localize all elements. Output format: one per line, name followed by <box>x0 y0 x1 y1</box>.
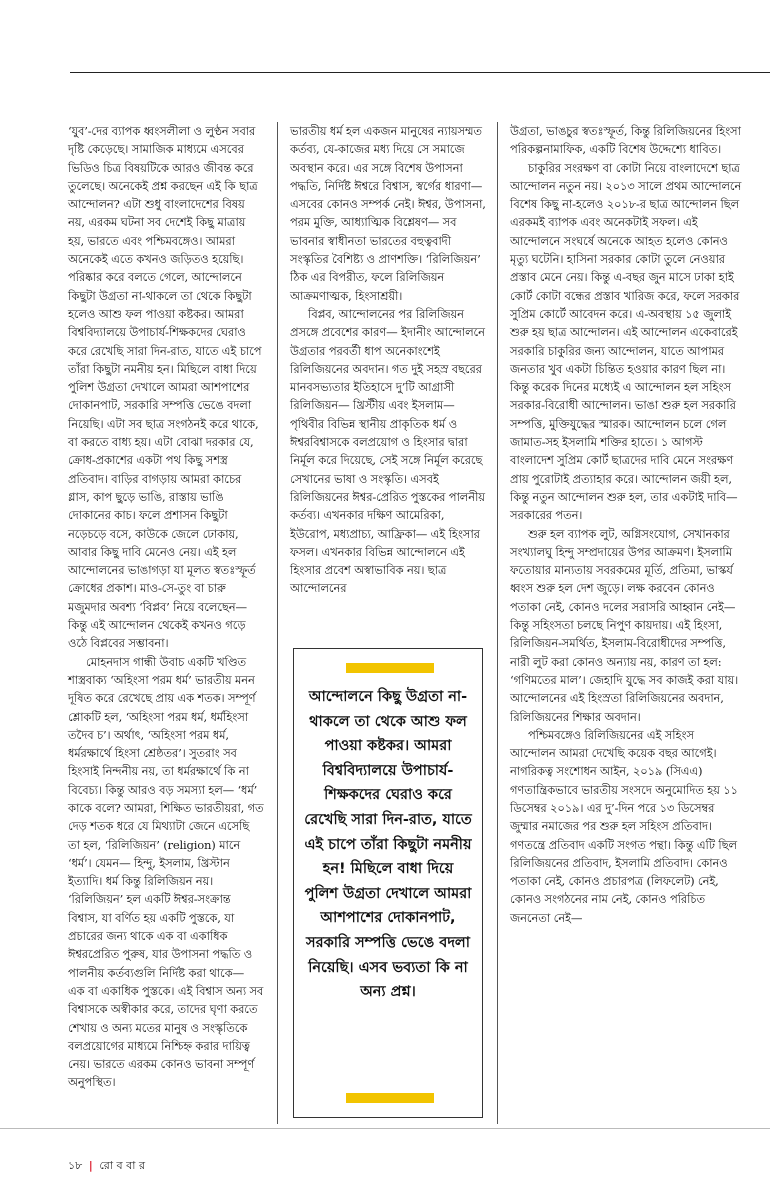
page-number: ১৮ <box>68 1159 83 1172</box>
column-divider <box>497 122 498 1124</box>
footer-separator: | <box>88 1159 93 1172</box>
paragraph: বিপ্লব, আন্দোলনের পর রিলিজিয়ন প্রসঙ্গে প্রবেশের কারণ— ইদানীং আন্দোলনে উগ্রতার পরবর্তী ধাপ অনেকাংশেই রিলিজিয়নের অবদান। গত দুই সহস্র বছরের মানবসভ্যতার ইতিহাসে দু’টি আগ্রাসী রিলিজিয়ন— খ্রিস্টীয় এবং ইসলাম— পৃথিবীর বিভিন্ন স্থানীয় প্রাকৃতিক ধর্ম ও ঈশ্বরবিশ্বাসকে বলপ্রয়োগ ও হিংসার দ্বারা নির্মূল করে দিয়েছে, সেই সঙ্গে নির্মূল করেছে সেখানের ভাষা ও সংস্কৃতি। এসবই রিলিজিয়নের ঈশ্বর-প্রেরিত পুস্তকের পালনীয় কর্তব্য। এখনকার দক্ষিণ আমেরিকা, ইউরোপ, মধ্যপ্রাচ্য, আফ্রিকা— এই হিংসার ফসল। এখনকার বিভিন্ন আন্দোলনে এই হিংসার প্রবেশ অস্বাভাবিক নয়। ছাত্র আন্দোলনের <box>290 306 485 596</box>
header-rule <box>70 72 770 73</box>
accent-bar <box>346 663 434 673</box>
paragraph: উগ্রতা, ভাঙচুর স্বতঃস্ফূর্ত, কিন্তু রিলিজিয়নের হিংসা পরিকল্পনামাফিক, একটি বিশেষ উদ্দেশ্যে ধাবিত। <box>510 124 741 157</box>
article-column-2 <box>290 122 486 598</box>
pull-quote-text: আন্দোলনে কিছু উগ্রতা না-থাকলে তা থেকে আশু ফল পাওয়া কষ্টকর। আমরা বিশ্ববিদ্যালয়ে উপাচার্য-শিক্ষকদের ঘেরাও করে রেখেছি সারা দিন-রাত, যাতে এই চাপে তাঁরা কিছুটা নমনীয় হন! মিছিলে বাধা দিয়ে পুলিশ উগ্রতা দেখালে আমরা আশপাশের দোকানপাট, সরকারি সম্পত্তি ভেঙে বদলা নিয়েছি। এসব ভব্যতা কি না অন্য প্রশ্ন। <box>304 689 472 1001</box>
column-divider <box>277 122 278 1124</box>
footer-rule <box>0 1128 770 1129</box>
article-column-3 <box>510 122 742 927</box>
paragraph: ‘যুব’-দের ব্যাপক ধ্বংসলীলা ও লুণ্ঠন সবার দৃষ্টি কেড়েছে। সামাজিক মাধ্যমে এসবের ভিডিও চিত্র বিষয়টিকে আরও জীবন্ত করে তুলেছে। অনেকেই প্রশ্ন করছেন এই কি ছাত্র আন্দোলন? এটা শুধু বাংলাদেশের বিষয় নয়, এরকম ঘটনা সব দেশেই কিছু মাত্রায় হয়, ভারতে এবং পশ্চিমবঙ্গেও। আমরা অনেকেই এতে কখনও জড়িতও হয়েছি। পরিষ্কার করে বলতে গেলে, আন্দোলনে কিছুটা উগ্রতা না-থাকলে তা থেকে কিছুটা হলেও আশু ফল পাওয়া কষ্টকর। আমরা বিশ্ববিদ্যালয়ে উপাচার্য-শিক্ষকদের ঘেরাও করে রেখেছি সারা দিন-রাত, যাতে এই চাপে তাঁরা কিছুটা নমনীয় হন। মিছিলে বাধা দিয়ে পুলিশ উগ্রতা দেখালে আমরা আশপাশের দোকানপাট, সরকারি সম্পত্তি ভেঙে বদলা নিয়েছি। এটা সব ছাত্র সংগঠনই করে থাকে, বা করতে বাধ্য হয়। এটা বোঝা দরকার যে, ক্রোধ-প্রকাশের একটা পথ কিছু সশস্ত্র প্রতিবাদ। বাড়ির বাগড়ায় আমরা কাচের গ্লাস, কাপ ছুড়ে ভাঙি, রাস্তায় ভাঙি দোকানের কাচ। ফলে প্রশাসন কিছুটা নড়েচড়ে বসে, কাউকে জেলে ঢোকায়, আবার কিছু দাবি মেনেও নেয়। এই হল আন্দোলনের ভাঙাগড়া যা মূলত স্বতঃস্ফূর্ত ক্রোধের প্রকাশ। মাও-সে-তুং বা চারু মজুমদার অবশ্য ‘বিপ্লব’ নিয়ে বলেছেন— কিন্তু এই আন্দোলন থেকেই কখনও গড়ে ওঠে বিপ্লবের সম্ভাবনা। <box>68 124 262 651</box>
paragraph: ভারতীয় ধর্ম হল একজন মানুষের ন্যায়সম্মত কর্তব্য, যে-কাজের মধ্য দিয়ে সে সমাজে অবস্থান করে। এর সঙ্গে বিশেষ উপাসনা পদ্ধতি, নির্দিষ্ট ঈশ্বরে বিশ্বাস, স্বর্গের ধারণা— এসবের কোনও সম্পর্ক নেই। ঈশ্বর, উপাসনা, পরম মুক্তি, আধ্যাত্মিক বিশ্লেষণ— সব ভাবনার স্বাধীনতা ভারতের বহুত্ববাদী সংস্কৃতির বৈশিষ্ট্য ও প্রাণশক্তি। ‘রিলিজিয়ন’ ঠিক এর বিপরীত, ফলে রিলিজিয়ন আক্রমণাত্মক, হিংসাশ্রয়ী। <box>290 124 486 303</box>
paragraph: পশ্চিমবঙ্গেও রিলিজিয়নের এই সহিংস আন্দোলন আমরা দেখেছি কয়েক বছর আগেই। নাগরিকত্ব সংশোধন আইন, ২০১৯ (সিএএ) গণতান্ত্রিকভাবে ভারতীয় সংসদে অনুমোদিত হয় ১১ ডিসেম্বর ২০১৯। এর দু’-দিন পরে ১৩ ডিসেম্বর জুম্মার নমাজের পর শুরু হল সহিংস প্রতিবাদ। গণতন্ত্রে প্রতিবাদ একটি সংগত পন্থা। কিন্তু এটি ছিল রিলিজিয়নের প্রতিবাদ, ইসলামি প্রতিবাদ। কোনও পতাকা নেই, কোনও প্রচারপত্র (লিফলেট) নেই, কোনও সংগঠনের নাম নেই, কোনও পরিচিত জননেতা নেই— <box>510 727 738 925</box>
page-footer <box>68 1157 145 1176</box>
paragraph: শুরু হল ব্যাপক লুট, অগ্নিসংযোগ, সেখানকার সংখ্যালঘু হিন্দু সম্প্রদায়ের উপর আক্রমণ। ইসলামি ফতোয়ার মান্যতায় সবরকমের মূর্তি, প্রতিমা, ভাস্কর্য ধ্বংস শুরু হল দেশ জুড়ে। লক্ষ করবেন কোনও পতাকা নেই, কোনও দলের সরাসরি আহ্বান নেই— কিন্তু সহিংসতা চলছে নিপুণ কায়দায়। এই হিংসা, রিলিজিয়ন-সমর্থিত, ইসলাম-বিরোধীদের সম্পত্তি, নারী লুট করা কোনও অন্যায় নয়, কারণ তা হল: ‘গণিমতের মাল’। জেহাদি যুদ্ধে সব কাজই করা যায়। আন্দোলনের এই হিংস্রতা রিলিজিয়নের অবদান, রিলিজিয়নের শিক্ষার অবদান। <box>510 526 739 724</box>
magazine-name: রো ব বা র <box>99 1159 145 1172</box>
pull-quote-box <box>293 648 483 1118</box>
article-column-1 <box>68 122 264 1092</box>
accent-bar <box>346 1093 434 1103</box>
paragraph: মোহনদাস গান্ধী উবাচ একটি খণ্ডিত শাস্ত্রবাক্য ‘অহিংসা পরম ধর্ম’ ভারতীয় মনন দূষিত করে রেখেছে প্রায় এক শতক। সম্পূর্ণ শ্লোকটি হল, ‘অহিংসা পরম ধর্ম, ধর্মহিংসা তদৈব চ’। অর্থাৎ, ‘অহিংসা পরম ধর্ম, ধর্মরক্ষার্থে হিংসা শ্রেষ্ঠতর’। সুতরাং সব হিংসাই নিন্দনীয় নয়, তা ধর্মরক্ষার্থে কি না বিবেচ্য। কিন্তু আরও বড় সমস্যা হল— ‘ধর্ম’ কাকে বলে? আমরা, শিক্ষিত ভারতীয়রা, গত দেড় শতক ধরে যে মিথ্যাটা জেনে এসেছি তা হল, ‘রিলিজিয়ন’ (religion) মানে ‘ধর্ম’। যেমন— হিন্দু, ইসলাম, খ্রিস্টান ইত্যাদি। ধর্ম কিন্তু রিলিজিয়ন নয়। ‘রিলিজিয়ন’ হল একটি ঈশ্বর-সংক্রান্ত বিশ্বাস, যা বর্ণিত হয় একটি পুস্তকে, যা প্রচারের জন্য থাকে এক বা একাধিক ঈশ্বরপ্রেরিত পুরুষ, যার উপাসনা পদ্ধতি ও পালনীয় কর্তব্যগুলি নির্দিষ্ট করা থাকে— এক বা একাধিক পুস্তকে। এই বিশ্বাস অন্য সব বিশ্বাসকে অস্বীকার করে, তাদের ঘৃণা করতে শেখায় ও অন্য মতের মানুষ ও সংস্কৃতিকে বলপ্রয়োগের মাধ্যমে নিশ্চিহ্ন করার দায়িত্ব নেয়। ভারতে এরকম কোনও ভাবনা সম্পূর্ণ অনুপস্থিত। <box>68 654 264 1090</box>
paragraph: চাকুরির সংরক্ষণ বা কোটা নিয়ে বাংলাদেশে ছাত্র আন্দোলন নতুন নয়। ২০১৩ সালে প্রথম আন্দোলনে বিশেষ কিছু না-হলেও ২০১৮-র ছাত্র আন্দোলন ছিল এরকমই ব্যাপক এবং অনেকটাই সফল। এই আন্দোলনে সংঘর্ষে অনেকে আহত হলেও কোনও মৃত্যু ঘটেনি। হাসিনা সরকার কোটা তুলে নেওয়ার প্রস্তাব মেনে নেয়। কিন্তু এ-বছর জুন মাসে ঢাকা হাই কোর্ট কোটা বন্ধের প্রস্তাব খারিজ করে, ফলে সরকার সুপ্রিম কোর্টে আবেদন করে। এ-অবস্থায় ১৫ জুলাই শুরু হয় ছাত্র আন্দোলন। এই আন্দোলন একেবারেই সরকারি চাকুরির জন্য আন্দোলন, যাতে আপামর জনতার খুব একটা চিন্তিত হওয়ার কারণ ছিল না। কিন্তু করেক দিনের মধ্যেই এ আন্দোলন হল সহিংস সরকার-বিরোধী আন্দোলন। ভাঙা শুরু হল সরকারি সম্পত্তি, মুক্তিযুদ্ধের স্মারক। আন্দোলন চলে গেল জামাত-সহ ইসলামি শক্তির হাতে। ১ আগস্ট বাংলাদেশ সুপ্রিম কোর্ট ছাত্রদের দাবি মেনে সংরক্ষণ প্রায় পুরোটাই প্রত্যাহার করে। আন্দোলন জয়ী হল, কিন্তু নতুন আন্দোলন শুরু হল, তার একটাই দাবি— সরকারের পতন। <box>510 160 742 523</box>
